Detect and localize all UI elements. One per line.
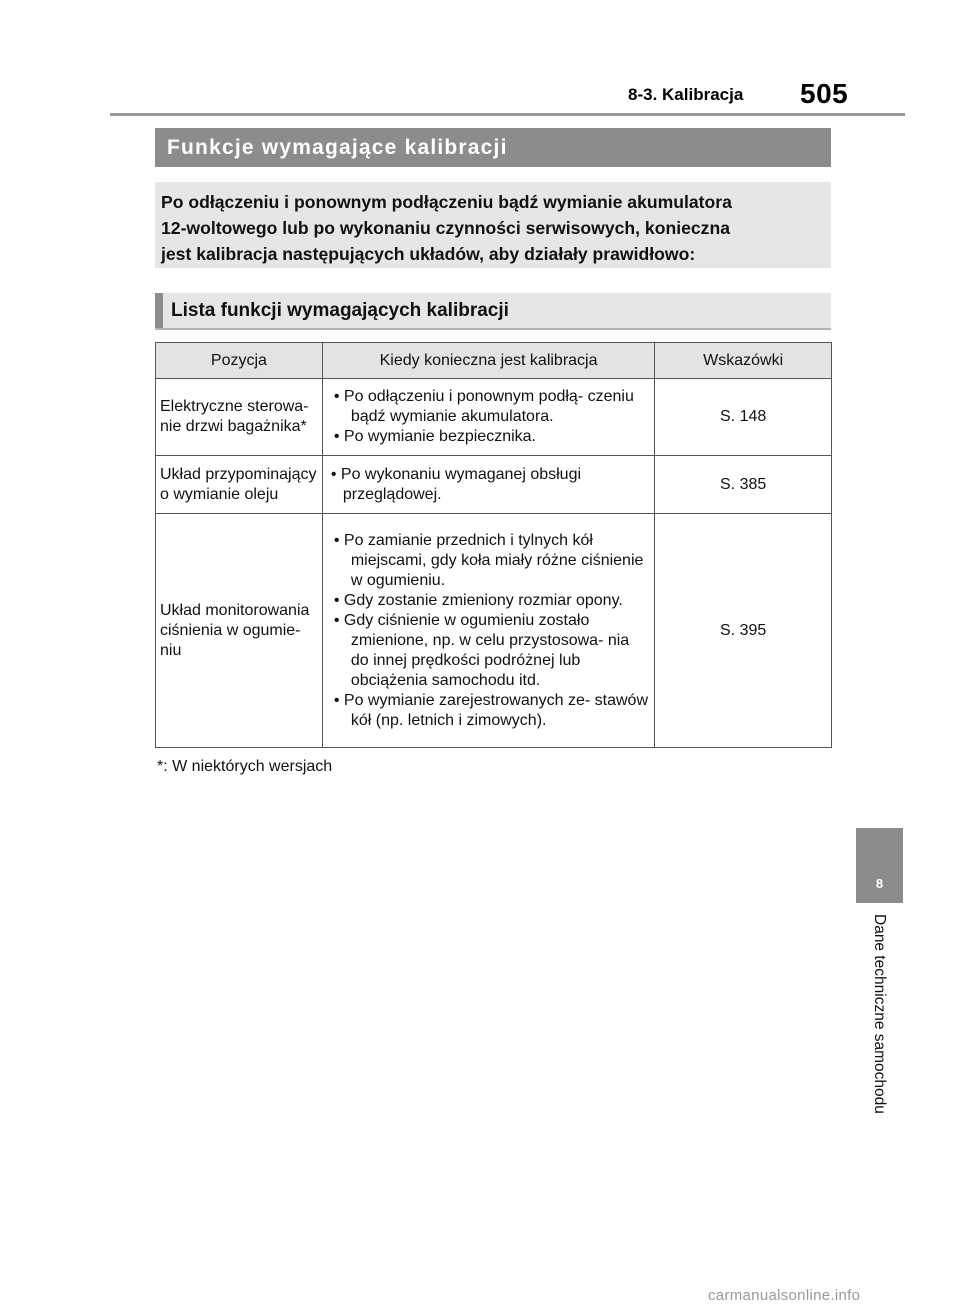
- position-line: Elektryczne sterowa-: [160, 398, 309, 415]
- when-item: • Po odłączeniu i ponownym podłą- czeniu bądź wymianie akumulatora.: [333, 388, 634, 425]
- chapter-side-label: [867, 914, 891, 1146]
- chapter-title: Dane techniczne samochodu: [871, 914, 888, 1114]
- table-row: [156, 379, 832, 456]
- chapter-number: 8: [875, 876, 884, 891]
- cell-hint: S. 148: [655, 379, 832, 456]
- intro-box: [155, 182, 831, 268]
- cell-when: [322, 379, 654, 456]
- subtitle: Lista funkcji wymagających kalibracji: [171, 300, 509, 321]
- when-item: • Po zamianie przednich i tylnych kół miejscami, gdy koła miały różne ciśnienie w ogumieniu.: [333, 531, 644, 589]
- header-divider: [110, 113, 905, 116]
- when-item: • Gdy zostanie zmieniony rozmiar opony.: [333, 591, 623, 609]
- position-line: o wymianie oleju: [160, 485, 279, 503]
- table-row: [156, 456, 832, 514]
- position-line: Układ monitorowania: [160, 601, 310, 619]
- header-position: Pozycja: [156, 343, 323, 379]
- cell-when: [322, 456, 654, 514]
- footnote: *: W niektórych wersjach: [157, 758, 333, 775]
- section-title-bar: [155, 128, 831, 167]
- table-row: [156, 514, 832, 748]
- chapter-tab: [856, 828, 903, 903]
- calibration-table: [155, 342, 832, 748]
- position-line: ciśnienia w ogumie-: [160, 621, 301, 639]
- intro-line-3: jest kalibracja następujących układów, aby działały prawidłowo:: [161, 244, 696, 264]
- cell-when: [322, 514, 654, 748]
- intro-line-1: Po odłączeniu i ponownym podłączeniu bądź wymianie akumulatora: [161, 192, 732, 212]
- header-hints: Wskazówki: [655, 343, 832, 379]
- when-item: • Po wymianie zarejestrowanych ze- stawów kół (np. letnich i zimowych).: [333, 691, 649, 729]
- page-number: 505: [800, 78, 849, 109]
- intro-line-2: 12-woltowego lub po wykonaniu czynności serwisowych, konieczna: [161, 218, 730, 238]
- when-item: • Po wykonaniu wymaganej obsługi przeglądowej.: [330, 465, 582, 503]
- cell-position: [156, 456, 323, 514]
- section-title: Funkcje wymagające kalibracji: [167, 136, 508, 159]
- header-when: Kiedy konieczna jest kalibracja: [322, 343, 654, 379]
- cell-position: [156, 514, 323, 748]
- subtitle-accent: [155, 293, 163, 328]
- page-header: [0, 78, 960, 118]
- cell-position: [156, 379, 323, 456]
- position-line: Układ przypominający: [160, 465, 317, 483]
- subtitle-bar: [155, 293, 831, 330]
- cell-hint: S. 395: [655, 514, 832, 748]
- position-line: niu: [160, 641, 182, 659]
- when-item: • Gdy ciśnienie w ogumieniu zostało zmienione, np. w celu przystosowa- nia do innej prędkości podróżnej lub obciążenia samochodu itd.: [333, 611, 630, 689]
- when-item: • Po wymianie bezpiecznika.: [333, 428, 536, 445]
- position-line: nie drzwi bagażnika*: [160, 418, 307, 435]
- cell-hint: S. 385: [655, 456, 832, 514]
- section-label: 8-3. Kalibracja: [628, 85, 744, 104]
- table-header-row: [156, 343, 832, 379]
- watermark: carmanualsonline.info: [708, 1287, 861, 1304]
